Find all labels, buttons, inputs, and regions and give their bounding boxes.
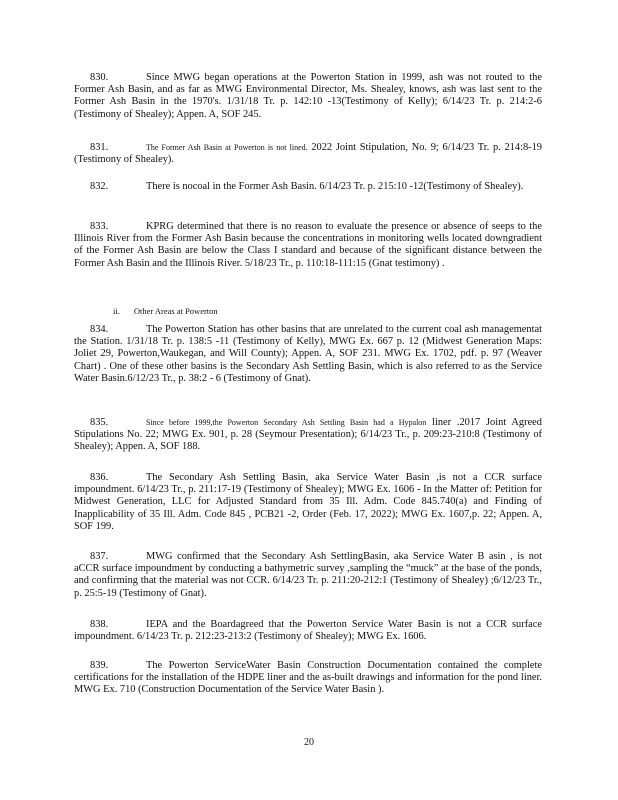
paragraph-number: 834. bbox=[90, 324, 109, 335]
paragraph-text: Since MWG began operations at the Powerton Station in 1999, ash was not routed to the Former Ash Basin, and as far as MWG Environmental Director, Ms. Shealey, knows, ash was last sent to the Former Ash Basin in the 1970's. 1/31/18 Tr. p. 142:10 -13(Testimony of Kelly); 6/14/23 Tr. p. 214:2-6 (Testimony of Shealey); Appen. A, SOF 245. bbox=[74, 72, 542, 120]
paragraph-832 bbox=[74, 181, 542, 193]
paragraph-number: 836. bbox=[90, 472, 109, 483]
paragraph-text: The Secondary Ash Settling Basin, aka Service Water Basin ,is not a CCR surface impoundment. 6/14/23 Tr., p. 211:17-19 (Testimony of Shealey); MWG Ex. 1606 - In the Matter of: Petition for Midwest Generation, LLC for Adjusted Standard from 35 Ill. Adm. Code 845.740(a) and Finding of Inapplicability of 35 Ill. Adm. Code 845 , PCB21 -2, Order (Feb. 17, 2022); MWG Ex. 1607,p. 22; Appen. A, SOF 199. bbox=[74, 472, 542, 532]
paragraph-text: KPRG determined that there is no reason to evaluate the presence or absence of seeps to the Illinois River from the Former Ash Basin because the concentrations in monitoring wells located downgradient of the Former Ash Basin are below the Class I standard and because of the significant distance between the Former Ash Basin and the Illinois River. 5/18/23 Tr., p. 110:18-111:15 (Gnat testimony) . bbox=[74, 221, 542, 269]
paragraph-text: 2022 Joint Stipulation, No. 9; 6/14/23 Tr. p. 214:8-19 (Testimony of Shealey). bbox=[74, 142, 542, 166]
paragraph-number: 838. bbox=[90, 619, 109, 630]
paragraph-839 bbox=[74, 660, 542, 697]
paragraph-lead-text: The Former Ash Basin at Powerton is not lined. bbox=[146, 143, 308, 152]
paragraph-number: 835. bbox=[90, 417, 109, 428]
paragraph-number: 833. bbox=[90, 221, 109, 232]
paragraph-831 bbox=[74, 142, 542, 166]
paragraph-number: 837. bbox=[90, 551, 109, 562]
section-subheading bbox=[113, 306, 218, 316]
paragraph-text: MWG confirmed that the Secondary Ash SettlingBasin, aka Service Water B asin , is not aCCR surface impoundment by conducting a bathymetric survey ,sampling the “muck” at the base of the ponds, and confirming that the material was not CCR. 6/14/23 Tr. p. 211:20-212:1 (Testimony of Shealey) ;6/12/23 Tr., p. 25:5-19 (Testimony of Gnat). bbox=[74, 551, 542, 599]
paragraph-lead-text: Since before 1999,the Powerton Secondary Ash Settling Basin had a Hypalon bbox=[146, 418, 427, 427]
paragraph-836 bbox=[74, 472, 542, 533]
paragraph-text: liner .2017 Joint Agreed Stipulations No. 22; MWG Ex. 901, p. 28 (Seymour Presentation); 6/14/23 Tr., p. 209:23-210:8 (Testimony of Shealey); Appen. A, SOF 188. bbox=[74, 417, 542, 453]
subheading-title: Other Areas at Powerton bbox=[133, 306, 218, 316]
paragraph-number: 831. bbox=[90, 142, 109, 153]
page-number: 20 bbox=[304, 737, 314, 748]
paragraph-text: The Powerton ServiceWater Basin Construction Documentation contained the complete certifications for the installation of the HDPE liner and the as-built drawings and information for the pond liner. MWG Ex. 710 (Construction Documentation of the Service Water Basin ). bbox=[74, 660, 542, 696]
subheading-marker: ii. bbox=[113, 306, 120, 316]
paragraph-833 bbox=[74, 221, 542, 270]
paragraph-text: IEPA and the Boardagreed that the Powerton Service Water Basin is not a CCR surface impoundment. 6/14/23 Tr. p. 212:23-213:2 (Testimony of Shealey); MWG Ex. 1606. bbox=[74, 619, 542, 643]
paragraph-834 bbox=[74, 324, 542, 385]
paragraph-text: There is nocoal in the Former Ash Basin. 6/14/23 Tr. p. 215:10 -12(Testimony of Shealey). bbox=[146, 181, 524, 192]
paragraph-number: 839. bbox=[90, 660, 109, 671]
paragraph-830 bbox=[74, 72, 542, 121]
paragraph-number: 832. bbox=[90, 181, 109, 192]
paragraph-text: The Powerton Station has other basins that are unrelated to the current coal ash managementat the Station. 1/31/18 Tr. p. 138:5 -11 (Testimony of Kelly), MWG Ex. 667 p. 12 (Midwest Generation Maps: Joliet 29, Powerton,Waukegan, and Will County); Appen. A, SOF 231. MWG Ex. 1702, pdf. p. 97 (Weaver Chart) . One of these other basins is the Secondary Ash Settling Basin, which is also referred to as the Service Water Basin.6/12/23 Tr., p. 38:2 - 6 (Testimony of Gnat). bbox=[74, 324, 542, 384]
paragraph-837 bbox=[74, 551, 542, 600]
paragraph-number: 830. bbox=[90, 72, 109, 83]
paragraph-838 bbox=[74, 619, 542, 643]
paragraph-835 bbox=[74, 417, 542, 454]
